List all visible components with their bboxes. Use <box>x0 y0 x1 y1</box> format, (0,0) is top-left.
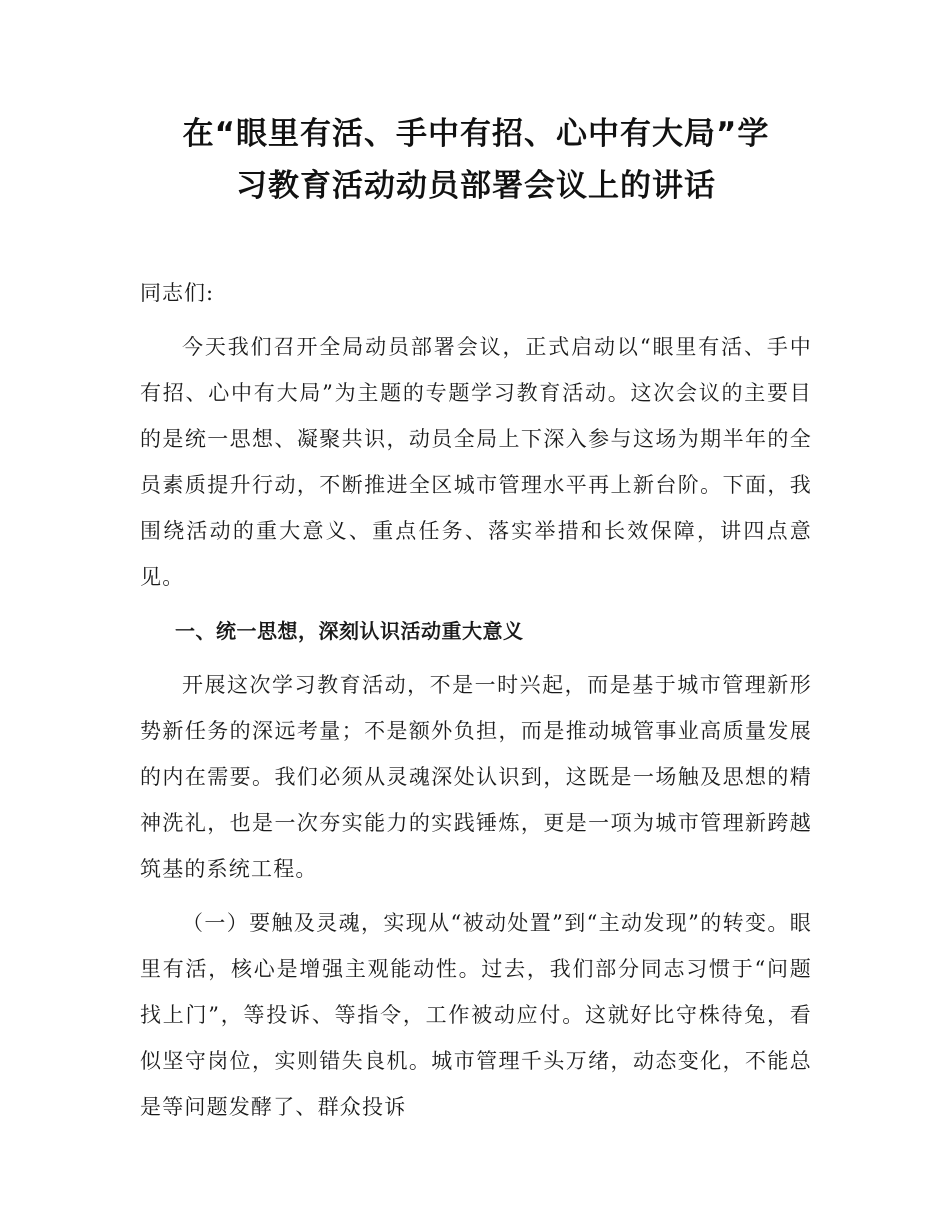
paragraph-intro: 今天我们召开全局动员部署会议，正式启动以“眼里有活、手中有招、心中有大局”为主题的专题学习教育活动。这次会议的主要目的是统一思想、凝聚共识，动员全局上下深入参与这场为期半年的全员素质提升行动，不断推进全区城市管理水平再上新台阶。下面，我围绕活动的重大意义、重点任务、落实举措和长效保障，讲四点意见。 <box>140 335 812 589</box>
paragraph-subsection-1: （一）要触及灵魂，实现从“被动处置”到“主动发现”的转变。眼里有活，核心是增强主观能动性。过去，我们部分同志习惯于“问题找上门”，等投诉、等指令，工作被动应付。这就好比守株待兔，看似坚守岗位，实则错失良机。城市管理千头万绪，动态变化，不能总是等问题发酵了、群众投诉 <box>140 911 812 1119</box>
title-line-2: 习教育活动动员部署会议上的讲话 <box>236 168 716 204</box>
paragraph-section-1: 开展这次学习教育活动，不是一时兴起，而是基于城市管理新形势新任务的深远考量；不是额外负担，而是推动城管事业高质量发展的内在需要。我们必须从灵魂深处认识到，这既是一场触及思想的精神洗礼，也是一次夯实能力的实践锤炼，更是一项为城市管理新跨越筑基的系统工程。 <box>140 673 812 881</box>
section-heading-1: 一、统一思想，深刻认识活动重大意义 <box>175 619 524 643</box>
title-line-1: 在“眼里有活、手中有招、心中有大局”学 <box>182 116 770 152</box>
greeting: 同志们: <box>140 281 215 305</box>
document-page <box>140 108 812 1130</box>
document-title <box>140 108 812 212</box>
